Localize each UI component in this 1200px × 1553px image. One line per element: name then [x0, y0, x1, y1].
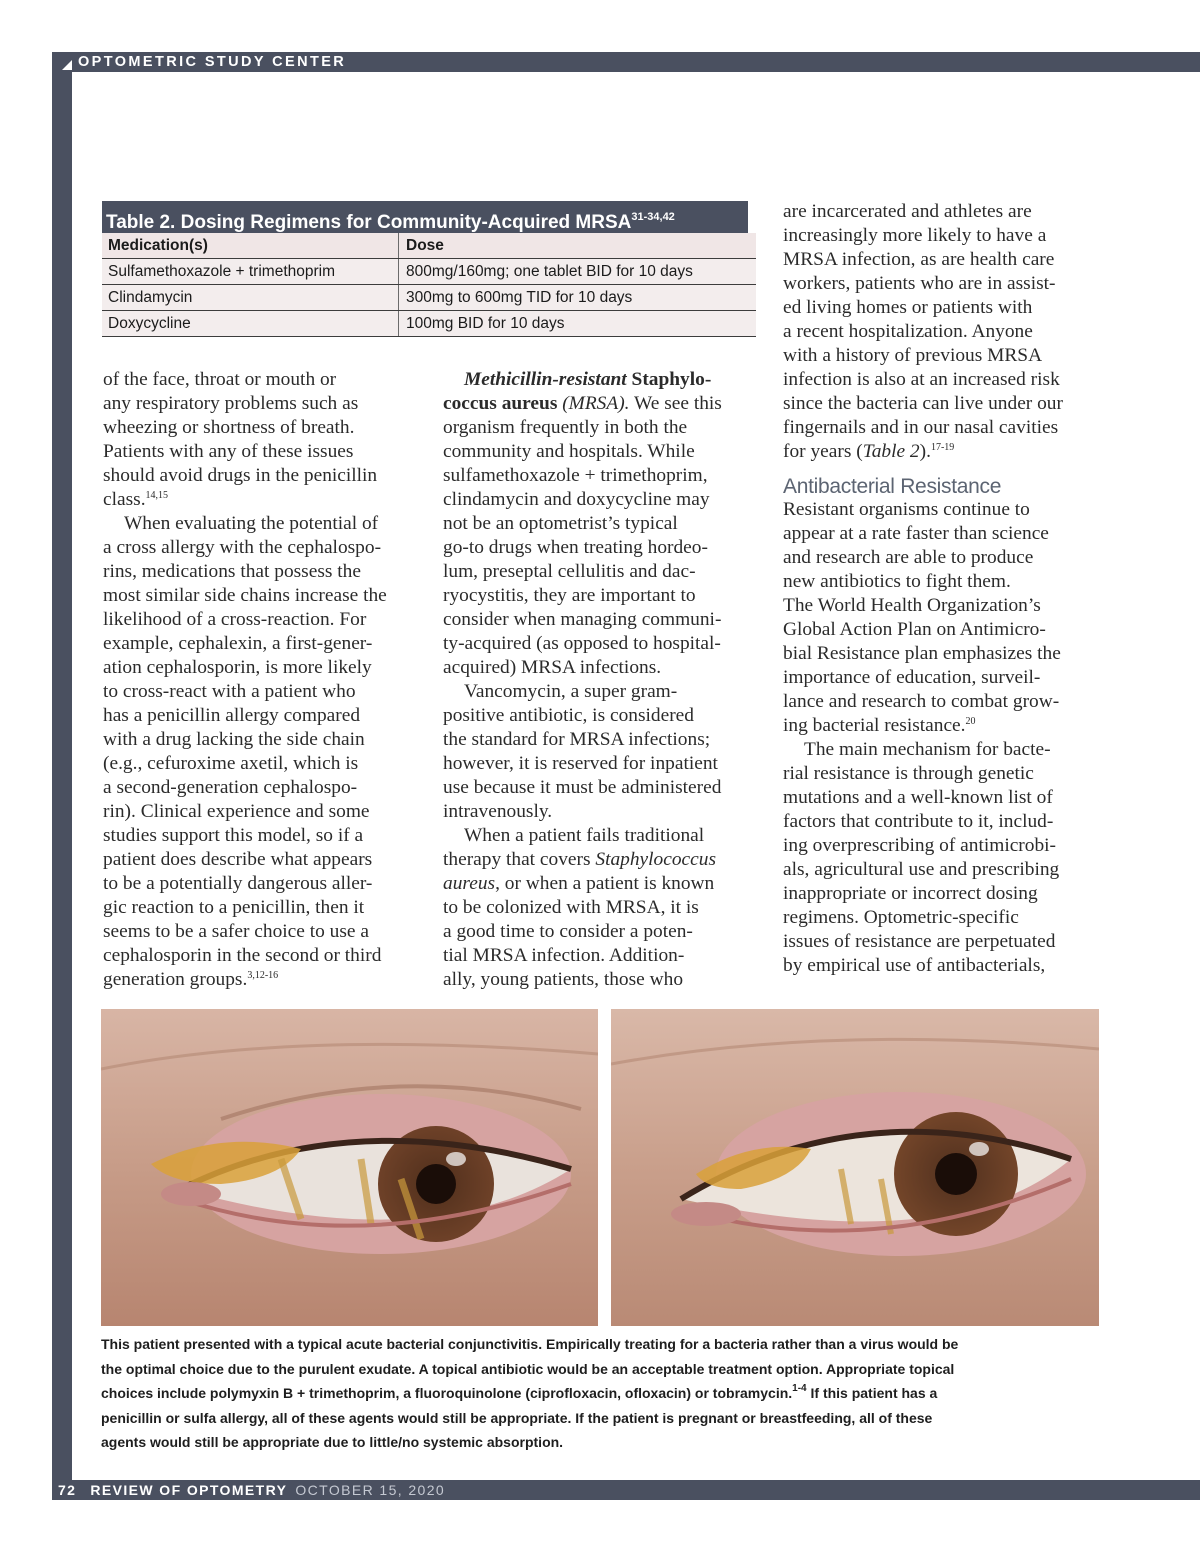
table-title	[102, 201, 748, 233]
body-line: sulfamethoxazole + trimethoprim,	[443, 465, 708, 486]
table-cell-medication: Clindamycin	[108, 289, 193, 306]
reference-superscript: 14,15	[145, 490, 169, 501]
body-line: Vancomycin, a super gram-	[464, 681, 678, 702]
body-line: lum, preseptal cellulitis and dac-	[443, 561, 696, 582]
body-line: community and hospitals. While	[443, 441, 695, 462]
corner-notch	[62, 60, 72, 70]
table-header-medication: Medication(s)	[108, 237, 208, 254]
body-line	[783, 440, 1103, 464]
body-line: importance of education, surveil-	[783, 667, 1041, 688]
emphasis-text: (MRSA).	[557, 393, 630, 414]
body-line: a second-generation cephalospo-	[103, 777, 358, 798]
body-line: ed living homes or patients with	[783, 297, 1033, 318]
table-title-refs: 31-34,42	[631, 211, 675, 223]
body-line: issues of resistance are perpetuated	[783, 931, 1056, 952]
body-line	[443, 368, 763, 392]
reference-superscript: 1-4	[792, 1383, 807, 1395]
body-line: When evaluating the potential of	[124, 513, 379, 534]
body-line	[103, 968, 423, 992]
body-line: with a drug lacking the side chain	[103, 729, 365, 750]
table-title-text: Table 2. Dosing Regimens for Community-Acquired MRSA	[106, 212, 632, 233]
body-line: are incarcerated and athletes are	[783, 201, 1032, 222]
body-line: new antibiotics to fight them.	[783, 571, 1011, 592]
body-line: patient does describe what appears	[103, 849, 373, 870]
body-line: seems to be a safer choice to use a	[103, 921, 369, 942]
reference-superscript: 3,12-16	[247, 970, 279, 981]
body-line: infection is also at an increased risk	[783, 369, 1060, 390]
body-line	[443, 872, 763, 896]
table-cell-medication: Sulfamethoxazole + trimethoprim	[108, 263, 336, 280]
eye-photo-2	[611, 1009, 1099, 1326]
body-line: a cross allergy with the cephalospo-	[103, 537, 382, 558]
table-row	[102, 259, 756, 285]
body-line: to be colonized with MRSA, it is	[443, 897, 699, 918]
body-line: The main mechanism for bacte-	[804, 739, 1051, 760]
body-line: of the face, throat or mouth or	[103, 369, 337, 390]
body-line: appear at a rate faster than science	[783, 523, 1049, 544]
body-line: regimens. Optometric-specific	[783, 907, 1019, 928]
table-header-row	[102, 233, 756, 259]
body-line: a good time to consider a poten-	[443, 921, 693, 942]
page-number: 72	[58, 1482, 77, 1498]
caption-text: If this patient has a	[806, 1385, 938, 1402]
emphasis-text: Methicillin-resistant	[464, 369, 627, 390]
body-line: workers, patients who are in assist-	[783, 273, 1056, 294]
body-line: with a history of previous MRSA	[783, 345, 1043, 366]
body-line: the standard for MRSA infections;	[443, 729, 711, 750]
body-line: ation cephalosporin, is more likely	[103, 657, 372, 678]
text-column-2	[443, 368, 763, 992]
body-line: example, cephalexin, a first-gener-	[103, 633, 373, 654]
body-line: and research are able to produce	[783, 547, 1034, 568]
table-cell-dose: 300mg to 600mg TID for 10 days	[406, 289, 633, 306]
body-line: clindamycin and doxycycline may	[443, 489, 710, 510]
caption-line: agents would still be appropriate due to little/no systemic absorption.	[101, 1434, 564, 1451]
caption-text: choices include polymyxin B + trimethoprim, a fluoroquinolone (ciprofloxacin, ofloxacin) or tobramycin.	[101, 1385, 793, 1402]
body-line: lance and research to combat grow-	[783, 691, 1060, 712]
issue-date: OCTOBER 15, 2020	[295, 1482, 446, 1498]
body-text: therapy that covers	[443, 849, 596, 870]
body-line: not be an optometrist’s typical	[443, 513, 678, 534]
body-line: to be a potentially dangerous aller-	[103, 873, 373, 894]
body-line: als, agricultural use and prescribing	[783, 859, 1060, 880]
body-line: When a patient fails traditional	[464, 825, 705, 846]
body-line: mutations and a well-known list of	[783, 787, 1053, 808]
body-line: go-to drugs when treating hordeo-	[443, 537, 708, 558]
emphasis-text: Staphylococcus	[595, 849, 716, 870]
table-row	[102, 285, 756, 311]
body-line	[103, 488, 423, 512]
text-column-3	[783, 200, 1103, 978]
reference-superscript: 17-19	[930, 442, 955, 453]
body-line: increasingly more likely to have a	[783, 225, 1047, 246]
body-line	[443, 392, 763, 416]
body-line: tial MRSA infection. Addition-	[443, 945, 685, 966]
body-line: bial Resistance plan emphasizes the	[783, 643, 1061, 664]
body-line: rin). Clinical experience and some	[103, 801, 370, 822]
text-column-1	[103, 368, 423, 992]
body-line: wheezing or shortness of breath.	[103, 417, 355, 438]
reference-superscript: 20	[965, 716, 976, 727]
body-line: acquired) MRSA infections.	[443, 657, 662, 678]
body-line	[443, 848, 763, 872]
body-text: class.	[103, 489, 146, 510]
eye-photo-1	[101, 1009, 598, 1326]
body-line: has a penicillin allergy compared	[103, 705, 361, 726]
body-line: likelihood of a cross-reaction. For	[103, 609, 367, 630]
body-line: by empirical use of antibacterials,	[783, 955, 1046, 976]
body-line: any respiratory problems such as	[103, 393, 359, 414]
emphasis-text: Table 2	[862, 441, 920, 462]
emphasis-text: aureus	[443, 873, 496, 894]
body-text: for years (	[783, 441, 863, 462]
table-header-dose: Dose	[406, 237, 444, 254]
body-text: ).	[919, 441, 931, 462]
body-line: factors that contribute to it, includ-	[783, 811, 1054, 832]
body-line: ty-acquired (as opposed to hospital-	[443, 633, 721, 654]
body-line: Global Action Plan on Antimicro-	[783, 619, 1046, 640]
page-footer	[58, 1481, 445, 1499]
body-line: consider when managing communi-	[443, 609, 722, 630]
body-line: cephalosporin in the second or third	[103, 945, 382, 966]
section-label: OPTOMETRIC STUDY CENTER	[78, 54, 347, 70]
body-line: The World Health Organization’s	[783, 595, 1041, 616]
magazine-name: REVIEW OF OPTOMETRY	[90, 1482, 288, 1498]
body-line	[783, 714, 1103, 738]
body-line: gic reaction to a penicillin, then it	[103, 897, 365, 918]
column-separator	[398, 233, 399, 258]
table-cell-medication: Doxycycline	[108, 315, 191, 332]
body-line: MRSA infection, as are health care	[783, 249, 1055, 270]
body-text: , or when a patient is known	[495, 873, 715, 894]
body-line: should avoid drugs in the penicillin	[103, 465, 378, 486]
column-separator	[398, 285, 399, 310]
section-heading: Antibacterial Resistance	[783, 475, 1002, 498]
body-line: a recent hospitalization. Anyone	[783, 321, 1033, 342]
table-cell-dose: 800mg/160mg; one tablet BID for 10 days	[406, 263, 693, 280]
body-line: positive antibiotic, is considered	[443, 705, 694, 726]
column-separator	[398, 259, 399, 284]
table-cell-dose: 100mg BID for 10 days	[406, 315, 565, 332]
emphasis-text: Staphylo-	[626, 369, 712, 390]
body-line: ing overprescribing of antimicrobi-	[783, 835, 1057, 856]
body-line: ally, young patients, those who	[443, 969, 684, 990]
body-line: most similar side chains increase the	[103, 585, 387, 606]
body-line: fingernails and in our nasal cavities	[783, 417, 1059, 438]
caption-line: penicillin or sulfa allergy, all of these agents would still be appropriate. If the patient is pregnant or breastfeeding, all of these	[101, 1409, 933, 1426]
table-row	[102, 311, 756, 337]
caption-line: This patient presented with a typical acute bacterial conjunctivitis. Empirically treating for a bacteria rather than a virus would be	[101, 1336, 959, 1352]
body-line: intravenously.	[443, 801, 553, 822]
body-line: organism frequently in both the	[443, 417, 688, 438]
body-line: rial resistance is through genetic	[783, 763, 1034, 784]
body-line: inappropriate or incorrect dosing	[783, 883, 1038, 904]
body-line: Resistant organisms continue to	[783, 499, 1030, 520]
left-frame-bar	[52, 52, 72, 1480]
caption-line: the optimal choice due to the purulent exudate. A topical antibiotic would be an acceptable treatment option. Appropriate topical	[101, 1360, 955, 1377]
body-line: rins, medications that possess the	[103, 561, 361, 582]
body-text: ing bacterial resistance.	[783, 715, 966, 736]
body-line: however, it is reserved for inpatient	[443, 753, 718, 774]
column-separator	[398, 311, 399, 336]
figure-caption	[101, 1332, 1096, 1455]
body-line: (e.g., cefuroxime axetil, which is	[103, 753, 359, 774]
body-line: ryocystitis, they are important to	[443, 585, 696, 606]
body-line: studies support this model, so if a	[103, 825, 364, 846]
body-line: use because it must be administered	[443, 777, 722, 798]
body-text: We see this	[629, 393, 722, 414]
emphasis-text: coccus aureus	[443, 393, 558, 414]
body-text: generation groups.	[103, 969, 248, 990]
body-line: since the bacteria can live under our	[783, 393, 1063, 414]
body-line: Patients with any of these issues	[103, 441, 354, 462]
caption-line	[101, 1381, 1096, 1406]
body-line: to cross-react with a patient who	[103, 681, 356, 702]
